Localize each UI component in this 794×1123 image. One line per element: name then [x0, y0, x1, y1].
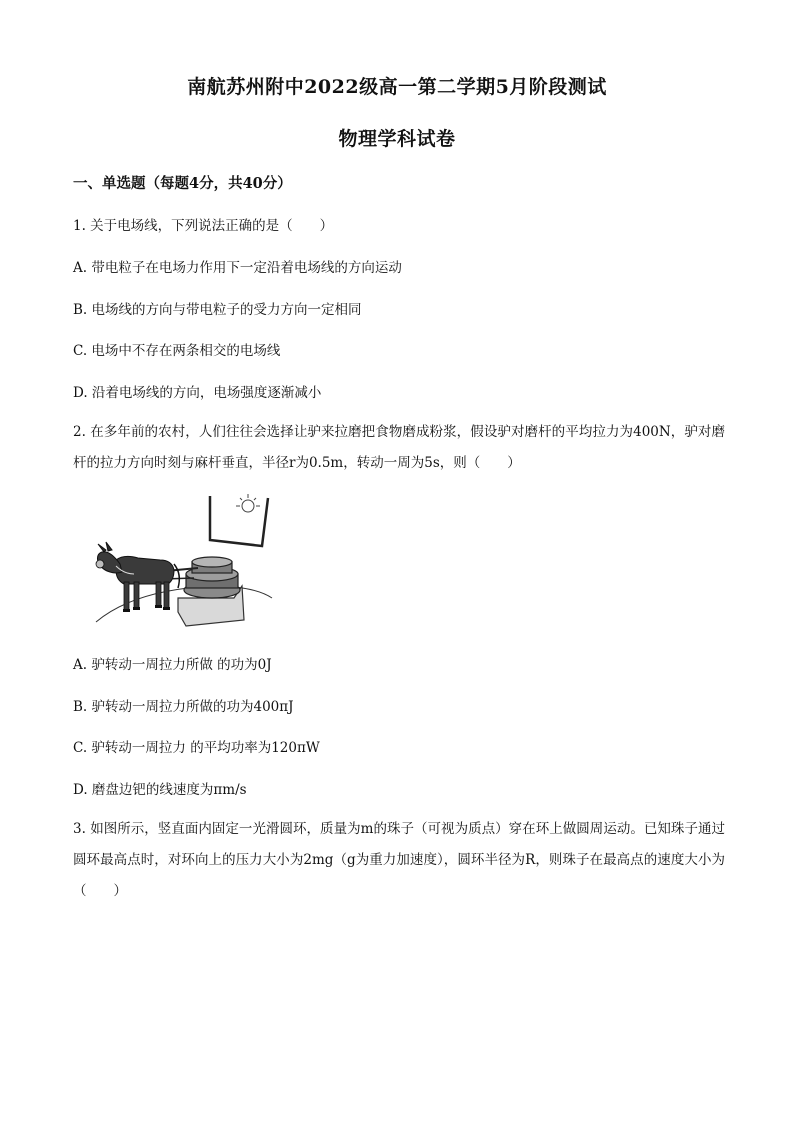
question-3-stem: 3. 如图所示，竖直面内固定一光滑圆环，质量为m的珠子（可视为质点）穿在环上做圆周运动。已知珠子通过圆环最高点时，对环向上的压力大小为2mg（g为重力加速度），圆环半径为R，则珠子在最高点的速度大小为（ ）	[73, 821, 725, 899]
exam-title: 南航苏州附中2022级高一第二学期5月阶段测试	[187, 76, 607, 98]
question-1-option-c: C. 电场中不存在两条相交的电场线	[73, 343, 281, 359]
question-2-stem: 2. 在多年前的农村，人们往往会选择让驴来拉磨把食物磨成粉浆，假设驴对磨杆的平均拉力为400N，驴对磨杆的拉力方向时刻与麻杆垂直，半径r为0.5m，转动一周为5s，则（ ）	[73, 424, 725, 471]
section-heading: 一、单选题（每题4分，共40分）	[73, 175, 292, 192]
question-2-option-b: B. 驴转动一周拉力所做的功为400πJ	[73, 699, 294, 715]
question-1-option-a: A. 带电粒子在电场力作用下一定沿着电场线的方向运动	[73, 260, 402, 276]
donkey-mill-illustration	[94, 494, 274, 630]
exam-subtitle: 物理学科试卷	[338, 128, 456, 150]
question-2-option-a: A. 驴转动一周拉力所做 的功为0J	[73, 657, 272, 673]
question-1-option-b: B. 电场线的方向与带电粒子的受力方向一定相同	[73, 302, 362, 318]
question-1-stem: 1. 关于电场线，下列说法正确的是（ ）	[73, 218, 334, 234]
question-2-option-d: D. 磨盘边钯的线速度为πm/s	[73, 782, 247, 798]
question-2-option-c: C. 驴转动一周拉力 的平均功率为120πW	[73, 740, 320, 756]
question-1-option-d: D. 沿着电场线的方向，电场强度逐渐减小	[73, 385, 322, 401]
